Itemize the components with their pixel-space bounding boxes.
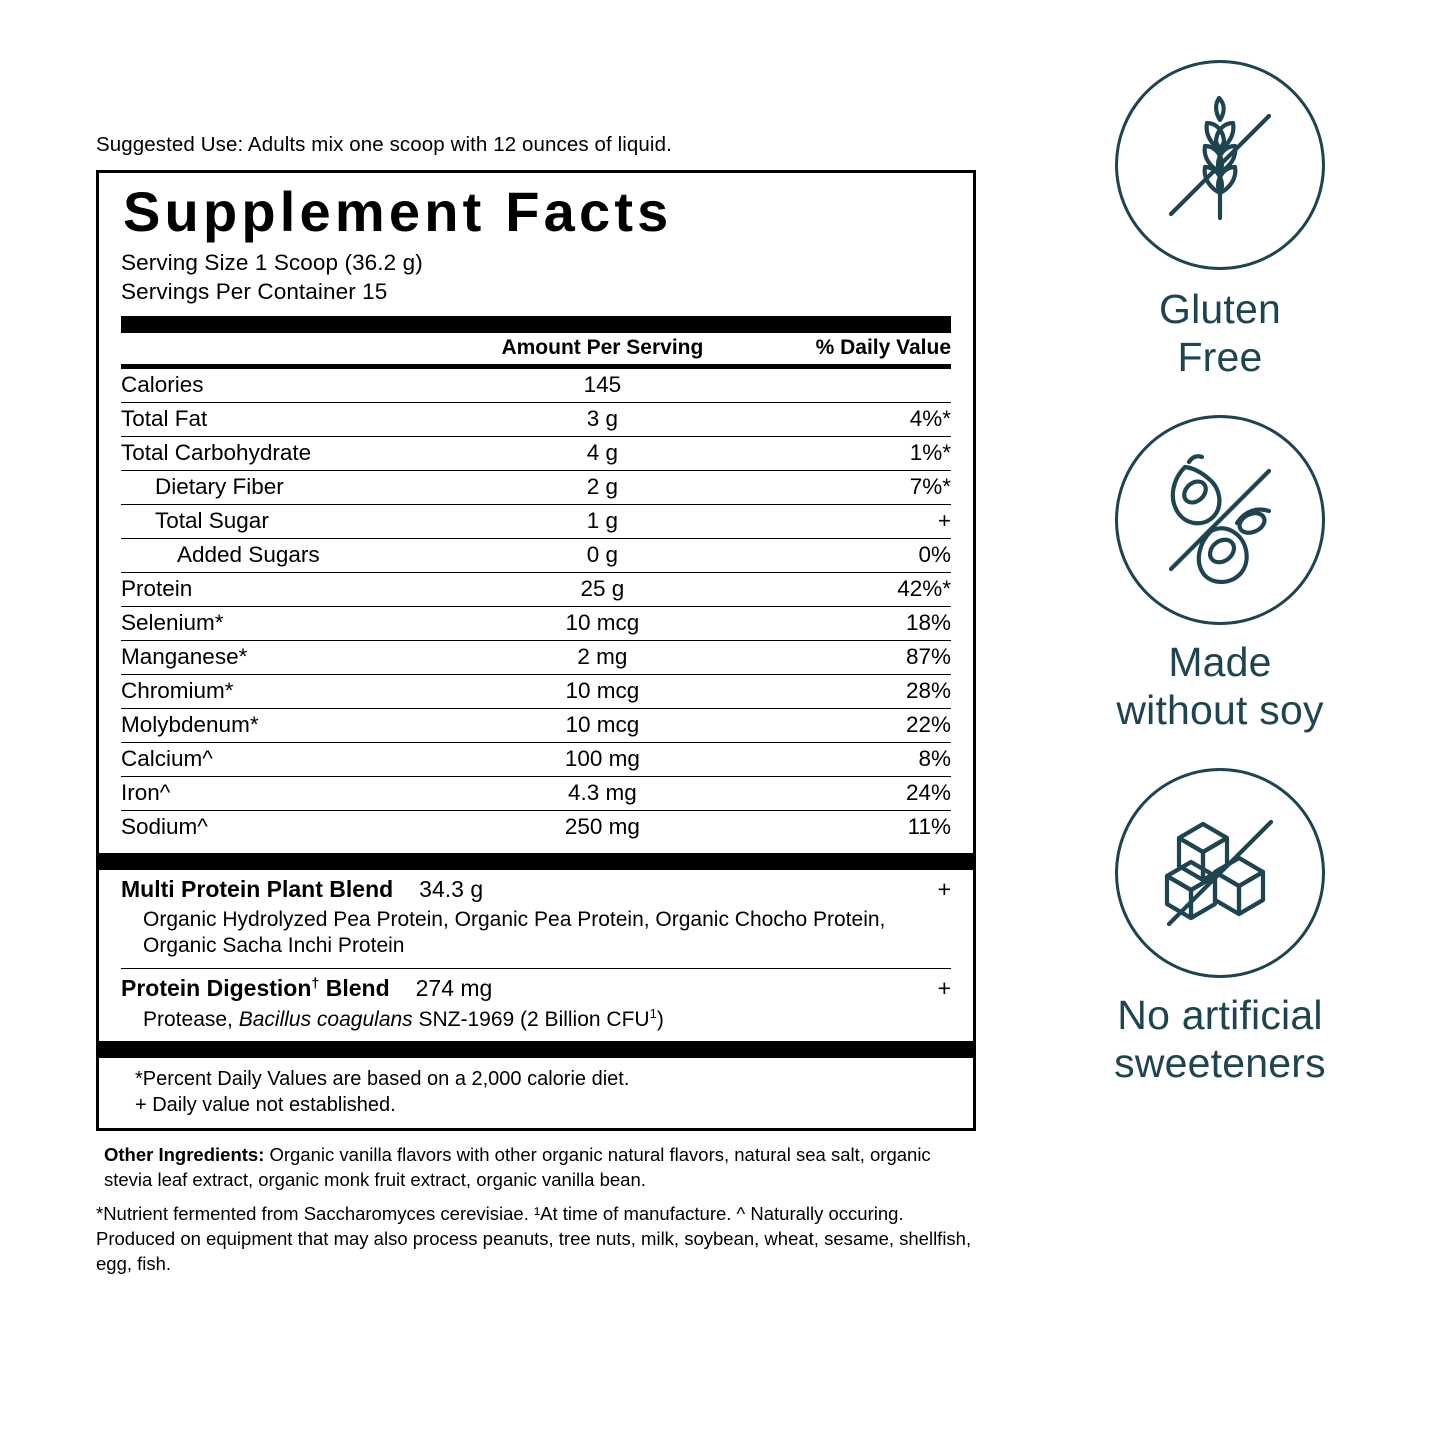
nutrient-dv: + bbox=[735, 505, 951, 539]
panel-rule-thick-middle bbox=[99, 853, 973, 870]
nutrient-amount: 1 g bbox=[470, 505, 736, 539]
suggested-use-text: Suggested Use: Adults mix one scoop with 12 ounces of liquid. bbox=[96, 133, 672, 156]
nutrient-amount: 25 g bbox=[470, 573, 736, 607]
nutrient-name: Added Sugars bbox=[121, 539, 470, 573]
nutrient-dv: 22% bbox=[735, 709, 951, 743]
servings-per-container: Servings Per Container 15 bbox=[121, 279, 388, 305]
blend-ingredients: Organic Hydrolyzed Pea Protein, Organic Pea Protein, Organic Chocho Protein, Organic Sacha Inchi Protein bbox=[143, 908, 886, 958]
table-row bbox=[121, 675, 951, 709]
nutrient-amount: 3 g bbox=[470, 403, 736, 437]
nutrition-table bbox=[121, 333, 951, 364]
table-row bbox=[121, 573, 951, 607]
supplement-facts-panel bbox=[96, 170, 976, 1132]
other-ingredients-text: Organic vanilla flavors with other organic natural flavors, natural sea salt, organic stevia leaf extract, organic monk fruit extract, organic vanilla bean. bbox=[104, 1144, 931, 1190]
blend-name-tail: Blend bbox=[319, 975, 390, 1002]
blend-multi-protein bbox=[121, 870, 951, 968]
serving-size: Serving Size 1 Scoop (36.2 g) bbox=[121, 250, 423, 276]
table-row bbox=[121, 641, 951, 675]
badge-no-artificial-sweeteners bbox=[1010, 768, 1430, 1087]
blend-protein-digestion bbox=[121, 969, 951, 1041]
nutrient-dv: 1%* bbox=[735, 437, 951, 471]
nutrient-dv: 7%* bbox=[735, 471, 951, 505]
nutrient-dv: 18% bbox=[735, 607, 951, 641]
blend-dv: + bbox=[937, 975, 951, 1002]
badge-label-line1: Gluten bbox=[1159, 286, 1281, 332]
badge-circle bbox=[1115, 60, 1325, 270]
nutrient-name: Total Carbohydrate bbox=[121, 437, 470, 471]
table-row bbox=[121, 607, 951, 641]
nutrient-rows bbox=[121, 369, 951, 844]
header-daily-value: % Daily Value bbox=[815, 336, 951, 360]
soybean-crossed-icon bbox=[1145, 445, 1295, 595]
badge-label bbox=[1010, 639, 1430, 734]
nutrient-dv: 24% bbox=[735, 777, 951, 811]
nutrient-amount: 4.3 mg bbox=[470, 777, 736, 811]
ingredients-end: ) bbox=[656, 1008, 664, 1032]
table-row bbox=[121, 403, 951, 437]
blend-ingredients bbox=[121, 1002, 951, 1039]
sugar-cubes-crossed-icon bbox=[1145, 798, 1295, 948]
table-row bbox=[121, 709, 951, 743]
blend-name: Multi Protein Plant Blend bbox=[121, 876, 394, 903]
blend-name-main: Protein Digestion bbox=[121, 975, 312, 1002]
nutrient-dv: 87% bbox=[735, 641, 951, 675]
table-row bbox=[121, 539, 951, 573]
table-row bbox=[121, 471, 951, 505]
nutrient-amount: 145 bbox=[470, 369, 736, 403]
badge-label-line2: sweeteners bbox=[1114, 1039, 1326, 1086]
nutrient-name: Total Sugar bbox=[121, 505, 470, 539]
header-blank bbox=[121, 333, 470, 364]
badge-label-line1: Made bbox=[1168, 639, 1272, 686]
nutrient-amount: 250 mg bbox=[564, 814, 640, 840]
panel-footnotes bbox=[121, 1058, 951, 1128]
nutrient-dv: 4%* bbox=[735, 403, 951, 437]
blend-name-dagger: † bbox=[311, 975, 320, 992]
nutrient-amount: 0 g bbox=[470, 539, 736, 573]
nutrient-dv: 8% bbox=[735, 743, 951, 777]
supplement-facts-column bbox=[96, 132, 976, 1276]
nutrient-amount: 100 mg bbox=[470, 743, 736, 777]
ingredients-footnote-marker: 1 bbox=[649, 1006, 657, 1022]
ingredients-italic: Bacillus coagulans bbox=[238, 1008, 413, 1032]
nutrient-name: Protein bbox=[121, 573, 470, 607]
nutrient-amount: 2 mg bbox=[470, 641, 736, 675]
nutrient-name: Calories bbox=[121, 369, 470, 403]
badge-label-line2: Free bbox=[1177, 333, 1263, 380]
wheat-crossed-icon bbox=[1145, 90, 1295, 240]
table-row bbox=[121, 811, 951, 845]
nutrient-name: Calcium^ bbox=[121, 743, 470, 777]
footnote-daily-values: *Percent Daily Values are based on a 2,000 calorie diet. bbox=[135, 1068, 630, 1091]
table-row bbox=[121, 369, 951, 403]
nutrient-note: *Nutrient fermented from Saccharomyces cerevisiae. ¹At time of manufacture. ^ Naturally occuring. Produced on equipment that may also process peanuts, tree nuts, milk, soybean, wheat, sesame, shellfish, egg, fish. bbox=[96, 1203, 972, 1274]
blend-amount: 34.3 g bbox=[419, 876, 484, 903]
nutrient-name: Sodium^ bbox=[121, 814, 208, 840]
panel-title: Supplement Facts bbox=[123, 179, 673, 243]
blend-dv: + bbox=[937, 876, 951, 903]
badge-label-line2: without soy bbox=[1116, 686, 1324, 733]
badge-label bbox=[1010, 286, 1430, 381]
nutrient-name: Selenium* bbox=[121, 607, 470, 641]
badge-column bbox=[1010, 60, 1430, 1121]
nutrient-dv: 42%* bbox=[735, 573, 951, 607]
nutrient-dv: 11% bbox=[907, 814, 951, 840]
table-row bbox=[121, 437, 951, 471]
nutrient-name: Iron^ bbox=[121, 777, 470, 811]
nutrient-amount: 2 g bbox=[470, 471, 736, 505]
panel-rule-thick-top bbox=[121, 316, 951, 333]
nutrient-name: Dietary Fiber bbox=[121, 471, 470, 505]
badge-circle bbox=[1115, 415, 1325, 625]
badge-made-without-soy bbox=[1010, 415, 1430, 734]
badge-label bbox=[1010, 992, 1430, 1087]
ingredients-pre: Protease, bbox=[143, 1008, 239, 1032]
footnote-not-established: + Daily value not established. bbox=[135, 1094, 396, 1117]
table-header-row bbox=[121, 333, 951, 364]
panel-rule-thick-bottom bbox=[99, 1041, 973, 1058]
blend-amount: 274 mg bbox=[415, 975, 493, 1002]
nutrient-amount: 10 mcg bbox=[470, 709, 736, 743]
table-row bbox=[121, 777, 951, 811]
badge-circle bbox=[1115, 768, 1325, 978]
nutrient-amount: 10 mcg bbox=[470, 607, 736, 641]
nutrient-name: Chromium* bbox=[121, 675, 470, 709]
nutrient-name: Molybdenum* bbox=[121, 709, 470, 743]
table-row bbox=[121, 743, 951, 777]
header-amount: Amount Per Serving bbox=[501, 336, 704, 360]
ingredients-post: SNZ-1969 (2 Billion CFU bbox=[412, 1008, 650, 1032]
nutrient-dv bbox=[735, 369, 951, 403]
other-ingredients bbox=[96, 1143, 976, 1192]
nutrient-dv: 0% bbox=[735, 539, 951, 573]
nutrient-amount: 10 mcg bbox=[470, 675, 736, 709]
badge-gluten-free bbox=[1010, 60, 1430, 381]
nutrient-name: Total Fat bbox=[121, 403, 470, 437]
nutrient-name: Manganese* bbox=[121, 641, 470, 675]
badge-label-line1: No artificial bbox=[1117, 992, 1323, 1039]
blend-name bbox=[121, 975, 390, 1002]
nutrient-dv: 28% bbox=[735, 675, 951, 709]
other-ingredients-label: Other Ingredients: bbox=[104, 1144, 265, 1166]
nutrient-amount: 4 g bbox=[470, 437, 736, 471]
table-row bbox=[121, 505, 951, 539]
